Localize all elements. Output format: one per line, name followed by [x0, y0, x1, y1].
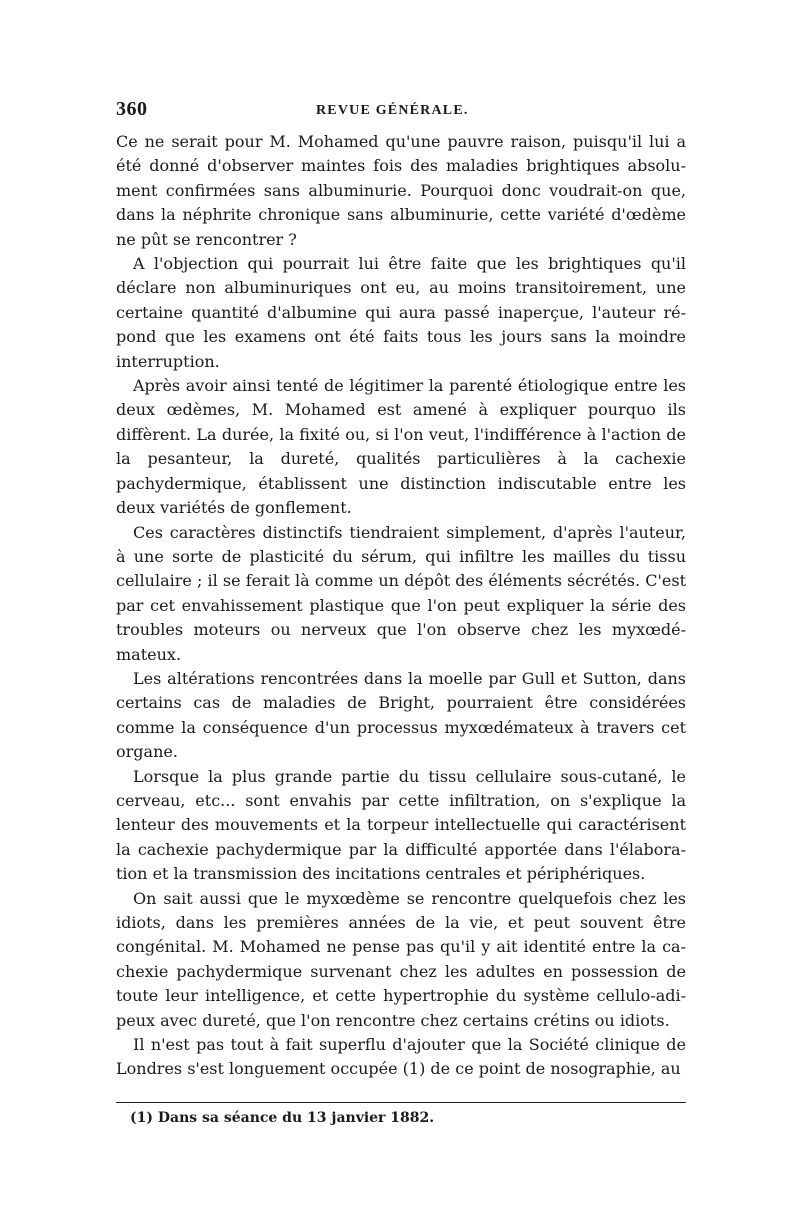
- paragraph: Après avoir ainsi tenté de légitimer la parenté étiologique entre les deux œdèmes, M. Mohamed est amené à expliquer pourquo ils diffèrent. La durée, la fixité ou, si l'on veut, l'indifférence à l'action de la pesanteur, la dureté, qualités particulières à la cachexie pachydermique, établissent une distinction indiscutable entre les deux variétés de gonflement.: [116, 376, 686, 518]
- running-head: [116, 98, 686, 126]
- footnote-divider: [116, 1102, 686, 1103]
- paragraph: Il n'est pas tout à fait superflu d'ajouter que la Société clinique de Londres s'est longuement occupée (1) de ce point de nosographie, au: [116, 1035, 686, 1079]
- running-title: REVUE GÉNÉRALE.: [316, 103, 469, 118]
- paragraph: Ce ne serait pour M. Mohamed qu'une pauvre raison, puisqu'il lui a été donné d'observer maintes fois des maladies brightiques absolument confirmées sans albuminurie. Pourquoi donc voudrait-on que, dans la néphrite chronique sans albuminurie, cette variété d'œdème ne pût se rencontrer ?: [116, 132, 686, 249]
- page-number: 360: [116, 98, 148, 120]
- body-text: [116, 130, 686, 1082]
- paragraph: A l'objection qui pourrait lui être faite que les brightiques qu'il déclare non albuminuriques ont eu, au moins transitoirement, une certaine quantité d'albumine qui aura passé inaperçue, l'auteur répond que les examens ont été faits tous les jours sans la moindre interruption.: [116, 254, 686, 371]
- paragraph: Les altérations rencontrées dans la moelle par Gull et Sutton, dans certains cas de maladies de Bright, pourraient être considérées comme la conséquence d'un processus myxœdémateux à travers cet organe.: [116, 668, 686, 762]
- paragraph: On sait aussi que le myxœdème se rencontre quelquefois chez les idiots, dans les premières années de la vie, et peut souvent être congénital. M. Mohamed ne pense pas qu'il y ait identité entre la cachexie pachydermique survenant chez les adultes en possession de toute leur intelligence, et cette hypertrophie du système cellulo-adipeux avec dureté, que l'on rencontre chez certains crétins ou idiots.: [116, 888, 686, 1030]
- paragraph: Lorsque la plus grande partie du tissu cellulaire sous-cutané, le cerveau, etc... sont envahis par cette infiltration, on s'explique la lenteur des mouvements et la torpeur intellectuelle qui caractérisent la cachexie pachydermique par la difficulté apportée dans l'élaboration et la transmission des incitations centrales et périphériques.: [116, 766, 686, 884]
- footnote: (1) Dans sa séance du 13 janvier 1882.: [130, 1110, 435, 1126]
- paragraph: Ces caractères distinctifs tiendraient simplement, d'après l'auteur, à une sorte de plasticité du sérum, qui infiltre les mailles du tissu cellulaire ; il se ferait là comme un dépôt des éléments sécrétés. C'est par cet envahissement plastique que l'on peut expliquer la série des troubles moteurs ou nerveux que l'on observe chez les myxœdémateux.: [116, 522, 686, 664]
